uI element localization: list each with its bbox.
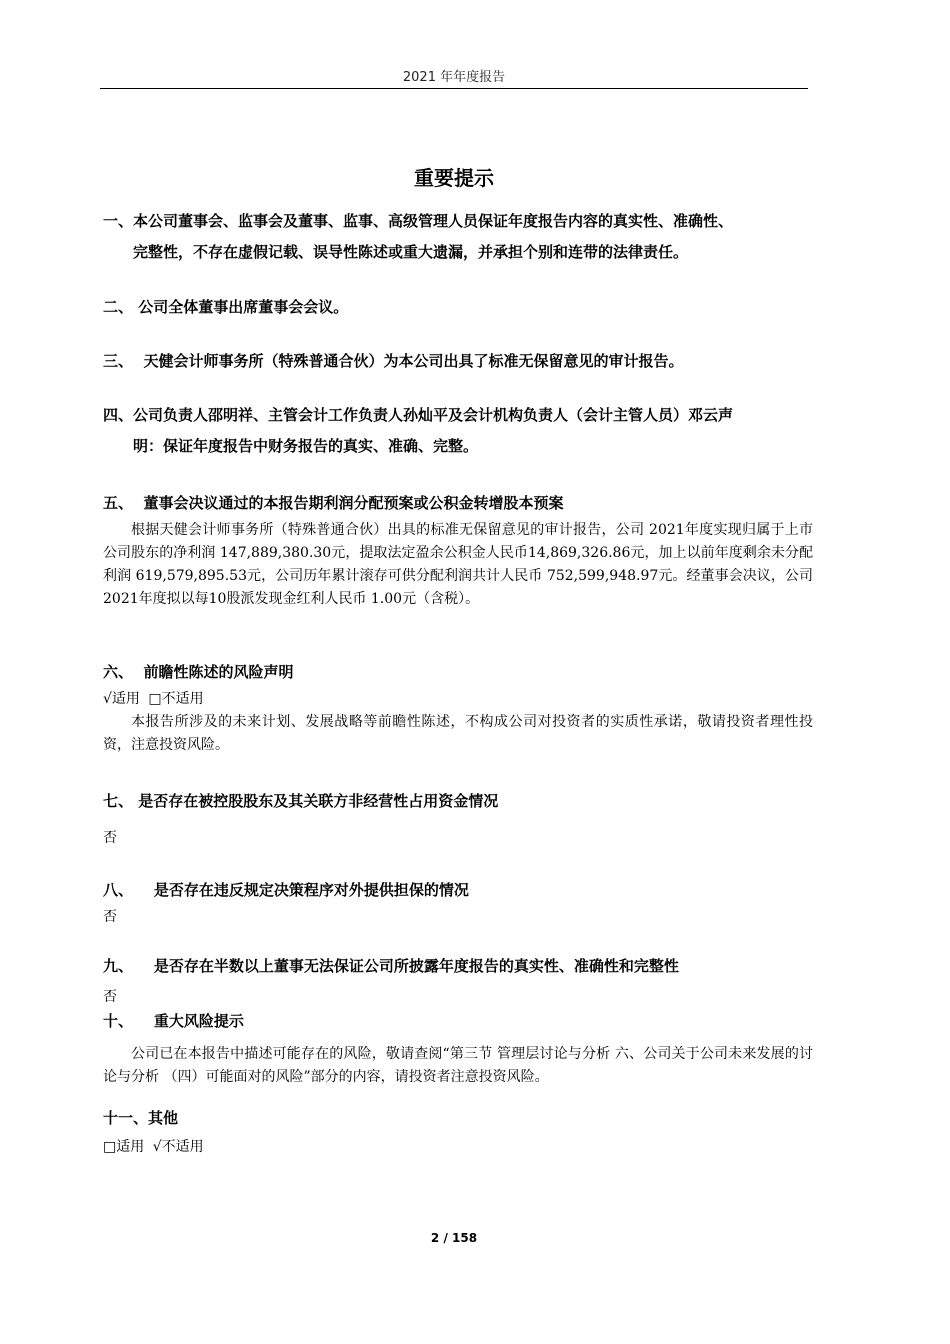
section-2-text: 公司全体董事出席董事会会议。: [138, 298, 349, 316]
section-2-number: 二、: [103, 298, 134, 316]
section-5-body: 根据天健会计师事务所（特殊普通合伙）出具的标准无保留意见的审计报告，公司 2021年度实现归属于上市公司股东的净利润 147,889,380.30元，提取法定盈余公积金人民币14,869,326.86元，加上以前年度剩余未分配利润 619,579,895.53元，公司历年累计滚存可供分配利润共计人民币 752,599,948.97元。经董事会决议，公司2021年度拟以每10股派发现金红利人民币 1.00元（含税）。: [103, 522, 813, 607]
section-1: [103, 206, 813, 268]
section-1-number: 一、: [103, 212, 134, 230]
section-3-heading: [103, 346, 813, 377]
section-9-heading-text: 是否存在半数以上董事无法保证公司所披露年度报告的真实性、准确性和完整性: [153, 957, 679, 975]
header-divider: [100, 88, 808, 89]
section-11-heading-text: 其他: [148, 1109, 179, 1127]
section-11-number: 十一、: [103, 1109, 149, 1127]
section-4-line-2: 明：保证年度报告中财务报告的真实、准确、完整。: [133, 437, 479, 455]
section-5-number: 五、: [103, 494, 134, 512]
section-6-applicable-checkbox: √适用: [103, 691, 140, 707]
section-4-heading: [103, 400, 813, 462]
section-1-line-2: 完整性，不存在虚假记载、误导性陈述或重大遗漏，并承担个别和连带的法律责任。: [133, 243, 689, 261]
section-11-applicability: [103, 1136, 813, 1159]
section-5-heading: [103, 488, 813, 519]
section-6-heading-text: 前瞻性陈述的风险声明: [143, 663, 294, 681]
section-9-answer: 否: [103, 989, 117, 1005]
section-8-heading: [103, 875, 813, 906]
section-6-applicability: [103, 688, 813, 711]
page-number: 2 / 158: [430, 1231, 478, 1245]
section-3: [103, 346, 813, 377]
section-7-number: 七、: [103, 792, 134, 810]
section-9-heading: [103, 951, 813, 982]
document-title: 重要提示: [414, 166, 494, 190]
section-2-heading: [103, 292, 813, 323]
section-6-number: 六、: [103, 663, 134, 681]
section-6-heading: [103, 657, 813, 688]
page-header: 2021 年年度报告: [402, 70, 506, 85]
section-11-applicable-checkbox: □适用: [103, 1139, 145, 1155]
section-8-answer: 否: [103, 909, 117, 925]
section-6-not-applicable-checkbox: □不适用: [148, 691, 204, 707]
section-10: [103, 1006, 813, 1089]
section-4: [103, 400, 813, 462]
section-11: [103, 1103, 813, 1159]
section-7-heading-text: 是否存在被控股股东及其关联方非经营性占用资金情况: [138, 792, 499, 810]
section-3-number: 三、: [103, 352, 134, 370]
section-10-heading: [103, 1006, 813, 1037]
section-5: [103, 488, 813, 611]
section-6-body: 本报告所涉及的未来计划、发展战略等前瞻性陈述，不构成公司对投资者的实质性承诺，敬请投资者理性投资，注意投资风险。: [103, 714, 813, 753]
section-11-heading: [103, 1103, 813, 1134]
section-9-number: 九、: [103, 957, 134, 975]
section-7-answer: 否: [103, 830, 117, 846]
section-6: [103, 657, 813, 757]
section-2: [103, 292, 813, 323]
section-4-number: 四、: [103, 406, 134, 424]
section-10-number: 十、: [103, 1012, 134, 1030]
section-7-heading: [103, 786, 813, 817]
section-8: [103, 875, 813, 929]
section-3-text: 天健会计师事务所（特殊普通合伙）为本公司出具了标准无保留意见的审计报告。: [143, 352, 684, 370]
section-11-not-applicable-checkbox: √不适用: [152, 1139, 204, 1155]
section-8-number: 八、: [103, 881, 134, 899]
section-8-heading-text: 是否存在违反规定决策程序对外提供担保的情况: [153, 881, 469, 899]
section-10-heading-text: 重大风险提示: [153, 1012, 244, 1030]
section-1-line-1: 本公司董事会、监事会及董事、监事、高级管理人员保证年度报告内容的真实性、准确性、: [133, 212, 734, 230]
section-9: [103, 951, 813, 1009]
section-1-heading: [103, 206, 813, 268]
section-4-line-1: 公司负责人邵明祥、主管会计工作负责人孙灿平及会计机构负责人（会计主管人员）邓云声: [133, 406, 734, 424]
section-10-body: 公司已在本报告中描述可能存在的风险，敬请查阅“第三节 管理层讨论与分析 六、公司关于公司未来发展的讨论与分析 （四）可能面对的风险”部分的内容，请投资者注意投资风险。: [103, 1046, 813, 1085]
section-5-heading-text: 董事会决议通过的本报告期利润分配预案或公积金转增股本预案: [143, 494, 564, 512]
section-7: [103, 786, 813, 850]
